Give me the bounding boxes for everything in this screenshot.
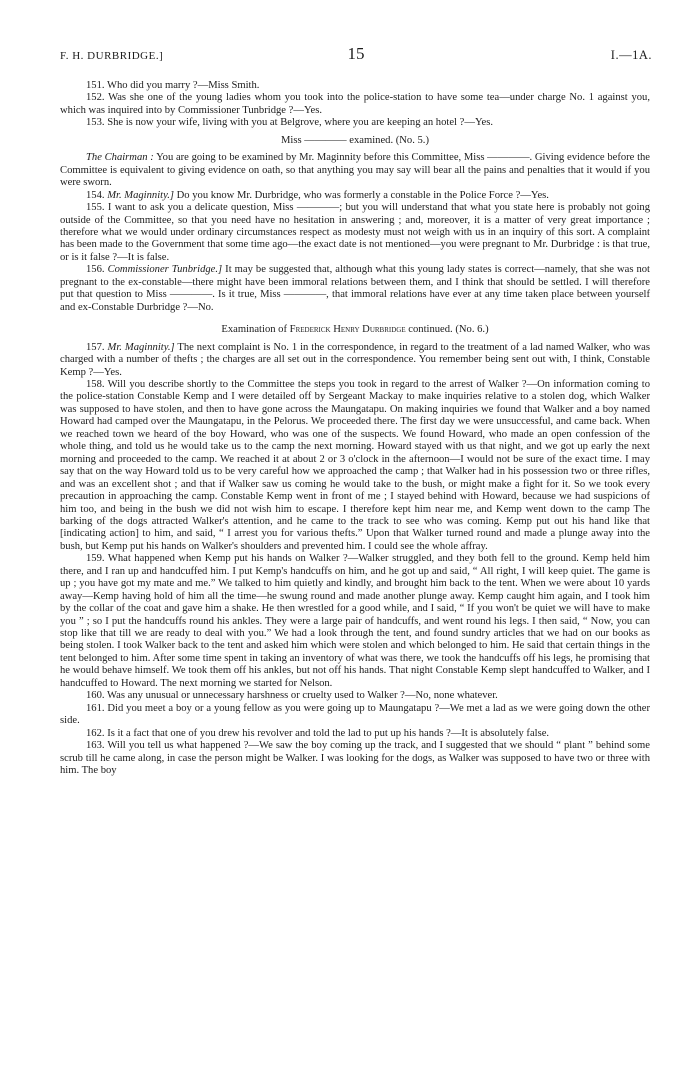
page-header (60, 44, 652, 68)
question-160: 160. Was any unusual or unnecessary harshness or cruelty used to Walker ?—No, none whatever. (86, 690, 498, 702)
section-heading-no6: Examination of Frederick Henry Durbridge continued. (No. 6.) (221, 324, 489, 336)
question-154 (60, 190, 650, 202)
question-158: 158. Will you describe shortly to the Committee the steps you took in regard to the arrest of Walker ?—On information coming to the police-station Constable Kemp and I were detailed off by Sergeant Mackay to make inquiries relative to a stolen dog, which Walker was supposed to have stolen, and then to have gone across the Maungatapu. On making inquiries we found that Walker and a boy named Howard had camped over the Maungatapu, in the Pelorus. We proceeded there. The first day we were unsuccessful, and came back. When we reached town we heard of the boy Howard, who was one of the suspects. We found Howard, who made an open confession of the whole thing, and told us he would take us to the camp the next morning. Howard stayed with us that night, and we got up early the next morning and proceeded to the camp. We reached it at about 2 or 3 o'clock in the afternoon—I would not be sure of the exact time. I may say that on the way Howard told us to be very careful how we approached the camp ; that Walker had in his possession two or three rifles, and was an excellent shot ; and that if Walker saw us coming he would take to the bush, or might make a fight for it. So we took every precaution in approaching the camp. Constable Kemp went in front of me ; I stayed behind with Howard, because we had suspicions of him too, and being in the bush we did not wish him to escape. I therefore kept him near me, and Kemp went down to the camp The barking of the dogs attracted Walker's attention, and he came to the track to see who was coming. Kemp put out his hand like that [indicating action] to him, and said, “ I arrest you for various thefts.” Upon that Walker turned round and made a plunge away into the bush, but Kemp put his hands on Walker's shoulders and prevented him. I could see the whole affray. (60, 378, 650, 552)
speaker-label: The Chairman : (86, 152, 154, 164)
section-heading-no5: Miss ———— examined. (No. 5.) (280, 134, 429, 146)
witness-name: Frederick Henry Durbridge (289, 324, 406, 336)
question-151: 151. Who did you marry ?—Miss Smith. (86, 80, 260, 91)
question-number: 154. (86, 189, 108, 201)
question-159: 159. What happened when Kemp put his hands on Walker ?—Walker struggled, and they both fell to the ground. Kemp held him there, and I ran up and handcuffed him. I put Kemp's handcuffs on him, and he got up and said, “ All right, I will keep quiet. The game is up ; you have got my mate and me.” We talked to him quietly and kindly, and brought him back to the tent. When we were about 10 yards away—Kemp having hold of him all the time—he swung round and made another plunge away. Kemp caught him again, and I took him by the collar of the coat and gave him a shake. He then wrestled for a good while, and I said, “ If you won't be quiet we will have to make you ” ; so I put the handcuffs round his ankles. They were a large pair of handcuffs, and went round his legs. I then said, “ Now, you can stop like that till we are ready to deal with you.” We had a look through the tent, and found sundry articles that we had on our books as being stolen. I took Walker back to the tent and asked him which were stolen and which belonged to him. He said that certain things in the tent belonged to him. After some time spent in taking an inventory of what was there, we took the handcuffs off his legs, he promising that he would behave himself. We took them off his ankles, but not off his hands. That night Constable Kemp slept handcuffed to Walker, and I handcuffed to Howard. The next morning we started for Nelson. (60, 553, 650, 689)
statement-text: You are going to be examined by Mr. Maginnity before this Committee, Miss ————. Giving evidence before the Committee is equivalent to giving evidence on oath, so that anything you may say will bear all the pains and penalties that it would if you were sworn. (60, 152, 651, 189)
question-153: 153. She is now your wife, living with you at Belgrove, where you are keeping an hotel ?—Yes. (86, 117, 494, 129)
question-163: 163. Will you tell us what happened ?—We saw the boy coming up the track, and I suggested that we should “ plant ” behind some scrub till he came along, in case the person might be Walker. I was looking for the dogs, as Walker was supposed to have two or three with him. The boy (60, 740, 650, 777)
question-161: 161. Did you meet a boy or a young fellow as you were going up to Maungatapu ?—We met a lad as we were going down the other side. (60, 702, 650, 727)
question-156 (60, 264, 650, 314)
speaker-label: Commissioner Tunbridge.] (107, 264, 223, 276)
question-152: 152. Was she one of the young ladies whom you took into the police-station to have some tea—under charge No. 1 against you, which was inquired into by Commissioner Tunbridge ?—Yes. (60, 92, 650, 116)
chairman-statement (60, 152, 650, 189)
question-157 (60, 342, 650, 379)
question-text: The next complaint is No. 1 in the correspondence, in regard to the treatment of a lad named Walker, who was charged with a number of thefts ; the charges are all set out in the correspondence. You remember being sent out with, I think, Constable Kemp ?—Yes. (60, 341, 651, 378)
question-text: It may be suggested that, although what this young lady states is correct—namely, that she was not pregnant to the ex-constable—there might have been immoral relations between them, and I think that should be settled. I will therefore put that question to Miss ————. Is it true, Miss ————, that immoral relations have ever at any time taken place between yourself and ex-Constable Durbridge ?—No. (60, 264, 651, 313)
page-number: 15 (347, 44, 365, 63)
document-reference: I.—1A. (610, 48, 652, 62)
question-number: 156. (86, 264, 108, 276)
question-number: 157. (86, 341, 108, 353)
document-body (60, 80, 650, 777)
question-text: Do you know Mr. Durbridge, who was formerly a constable in the Police Force ?—Yes. (174, 189, 549, 201)
speaker-label: Mr. Maginnity.] (107, 341, 175, 353)
speaker-label: Mr. Maginnity.] (107, 189, 174, 201)
question-155: 155. I want to ask you a delicate question, Miss ————; but you will understand that what you state here is probably not going outside of the Committee, so that you need have no hesitation in answering ; and, moreover, it is a matter of very great importance ; therefore what we would under ordinary circumstances respect as modesty must not weigh with us in an inquiry of this sort. A complaint has been made to the Government that some time ago—the exact date is not mentioned—you were pregnant to Mr. Durbridge : is that true, or is it false ?—It is false. (60, 202, 650, 263)
question-162: 162. Is it a fact that one of you drew his revolver and told the lad to put up his hands ?—It is absolutely false. (86, 727, 550, 739)
header-witness-name: F. H. DURBRIDGE.] (60, 50, 164, 62)
